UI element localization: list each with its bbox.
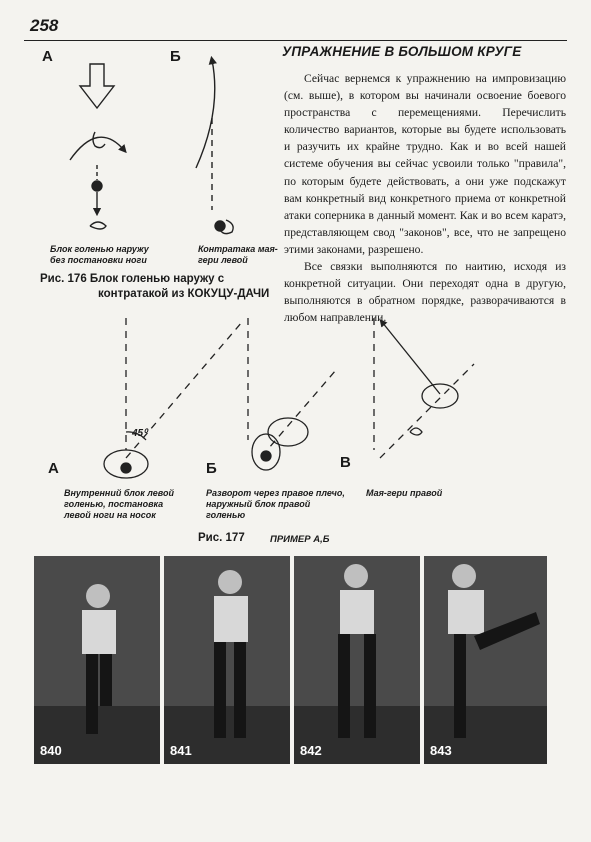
fig177-caption-a — [64, 488, 174, 521]
fig176-title — [40, 272, 269, 302]
fig177-title: Рис. 177 — [198, 532, 245, 544]
page-number: 258 — [30, 16, 59, 35]
fig176-caption-a — [50, 244, 149, 266]
photo-841 — [164, 556, 290, 764]
fig177-example: ПРИМЕР А,Б — [270, 534, 330, 545]
caption-line: голенью — [206, 510, 246, 520]
fig177-label-b: Б — [206, 460, 217, 477]
angle-label: 45⁰ — [132, 428, 148, 439]
photo-number: 842 — [300, 743, 322, 758]
fig177-diagram — [104, 318, 474, 478]
karate-figure-image — [164, 556, 290, 764]
fig177-caption-b — [206, 488, 345, 521]
photo-843 — [424, 556, 547, 764]
karate-figure-image — [34, 556, 160, 764]
karate-figure-image — [424, 556, 547, 764]
caption-line: Контратака мая- — [198, 244, 278, 254]
photo-number: 841 — [170, 743, 192, 758]
photo-840 — [34, 556, 160, 764]
caption-line: Блок голенью наружу — [50, 244, 149, 254]
paragraph-1: Сейчас вернемся к упражнению на импровизацию (см. выше), в котором вы начинали освоение боевого пространства с перемещениями. Перечислить количество вариантов, которые вы будете использовать и разучить их крайне трудно. Как и во всей нашей системе обучения вы сейчас усвоили только "правила", по которым будете действовать, а они уже подскажут вам конкретный вид конкретного приема от конкретной атаки соперника в данный момент. Как и во всем каратэ, представляющем свод "законов", все, что не запрещено этими законами, разрешено. — [284, 72, 566, 256]
fig176-label-a: А — [42, 48, 53, 65]
fig176-label-b: Б — [170, 48, 181, 65]
fig177-label-a: А — [48, 460, 59, 477]
caption-line: наружный блок правой — [206, 499, 311, 509]
fig176-b-diagram — [196, 60, 233, 234]
figure-title-line: контратакой из КОКУЦУ-ДАЧИ — [98, 288, 270, 300]
caption-line: гери левой — [198, 255, 248, 265]
photo-number: 843 — [430, 743, 452, 758]
photo-number: 840 — [40, 743, 62, 758]
photo-842 — [294, 556, 420, 764]
caption-line: Внутренний блок левой — [64, 488, 174, 498]
fig176-a-diagram — [70, 64, 124, 229]
caption-line: левой ноги на носок — [64, 510, 156, 520]
fig177-label-v: В — [340, 454, 351, 471]
karate-figure-image — [294, 556, 420, 764]
section-heading: УПРАЖНЕНИЕ В БОЛЬШОМ КРУГЕ — [282, 44, 522, 59]
caption-line: голенью, постановка — [64, 499, 164, 509]
figure-title-line: Рис. 176 Блок голенью наружу с — [40, 273, 225, 285]
caption-line: без постановки ноги — [50, 255, 147, 265]
fig176-caption-b — [198, 244, 278, 266]
caption-line: Разворот через правое плечо, — [206, 488, 345, 498]
fig177-caption-v: Мая-гери правой — [366, 488, 443, 498]
paragraph-2: Все связки выполняются по наитию, исходя из конкретной ситуации. Они переходят одна в другую, выполняются в обратном порядке, разворачиваются в любом направлении. — [284, 260, 566, 325]
photo-strip — [34, 556, 547, 764]
